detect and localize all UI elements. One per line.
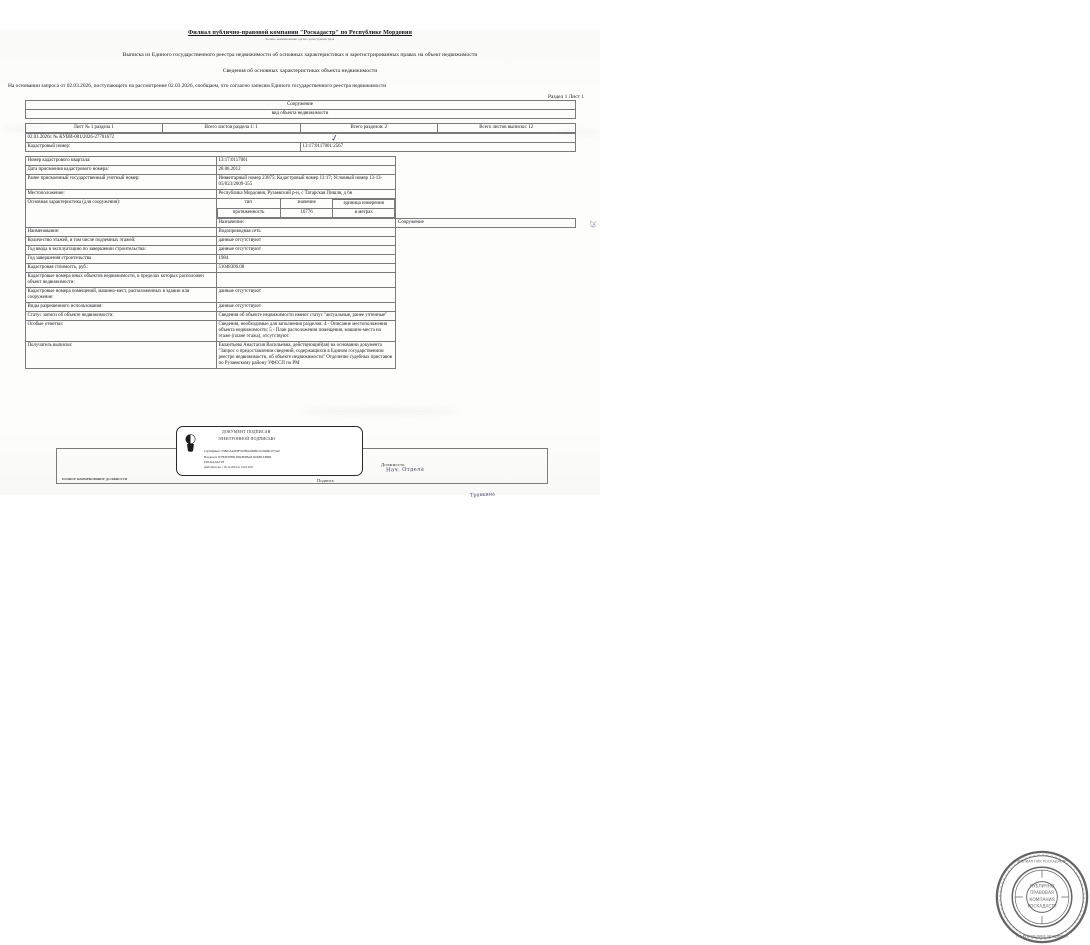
row-label: Статус записи об объекте недвижимости: [25, 311, 216, 320]
table-row [25, 109, 575, 118]
scan-smudge [556, 130, 600, 135]
table-row [25, 341, 575, 368]
object-type-table [25, 100, 576, 119]
table-row [25, 272, 575, 287]
row-label: Виды разрешенного использования: [25, 302, 216, 311]
object-type-value: Сооружение [25, 101, 575, 110]
total-sections: Всего разделов: 2 [300, 123, 438, 132]
row-value: Сведения об объекте недвижимости имеют статус "актуальные, ранее учтенные" [216, 311, 396, 320]
cadastral-number-value: 13:17:0117001:2567 [300, 142, 575, 151]
cadastral-number-label: Кадастровый номер: [25, 142, 300, 151]
row-label: Количество этажей, в том числе подземных этажей: [25, 236, 216, 245]
row-label: Ранее присвоенный государственный учетный номер: [25, 174, 216, 189]
table-row [25, 189, 575, 198]
document-header [0, 30, 600, 74]
row-value: Сведения, необходимые для заполнения разделов: 4 - Описание местоположения объекта недвижимости; 5 - План расположения помещения, машино-места на этаже (плане этажа), отсутствуют. [216, 320, 396, 341]
table-row [25, 245, 575, 254]
scan-smudge [0, 126, 46, 131]
roskadastr-logo-icon [182, 434, 199, 452]
esign-certificate: Сертификат: 03B013A0E0F910894200BD1410486C075A0 [204, 449, 280, 453]
table-row [25, 311, 575, 320]
svg-text:ПО РЕСПУБЛИКЕ МОРДОВИЯ: ПО РЕСПУБЛИКЕ МОРДОВИЯ [1016, 934, 1068, 939]
doc-number-table [25, 133, 576, 152]
total-sheets-extract: Всего листов выписки: 12 [438, 123, 576, 132]
row-value: 1984 [216, 254, 396, 263]
organization-subtitle: полное наименование органа регистрации прав [265, 37, 335, 41]
row-value: данные отсутствуют [216, 245, 396, 254]
row-label: Кадастровые номера иных объектов недвижимости, в пределах которых расположен объект недвижимости: [25, 272, 216, 287]
table-row [25, 165, 575, 174]
char-col-unit: единица измерения [333, 199, 395, 208]
esign-owner-2: РОСКАДАСТР [204, 460, 225, 464]
section-sheet-label: Раздел 1 Лист 1 [548, 94, 584, 100]
row-value: 28.06.2012 [216, 165, 396, 174]
scan-smudge [300, 408, 460, 415]
row-label: Назначение: [216, 218, 396, 227]
table-row [25, 156, 575, 165]
svg-text:ФИЛИАЛ ППК РОСКАДАСТР: ФИЛИАЛ ППК РОСКАДАСТР [1017, 859, 1067, 864]
row-value: Евлантьева Анастасия Васильевна, действующий(ая) на основании документа "Запрос о предоставлении сведений, содержащихся в Едином государственном реестре недвижимости, об объекте недвижимости" Отделение судебных приставов по Рузаевскому району УФССП по РМ [216, 341, 396, 368]
sheet-of-section: Лист № 1 раздела 1 [25, 123, 163, 132]
sheet-counts-table [25, 123, 576, 133]
svg-text:ПУБЛИЧНО: ПУБЛИЧНО [1029, 883, 1055, 889]
row-value: Водопроводная сеть [216, 227, 396, 236]
table-row [25, 227, 575, 236]
handwritten-position: Нач. Отдела [385, 466, 425, 474]
doc-number-value: 02.03.2026г. № КУВИ-001/2026-27701672 [25, 133, 575, 142]
char-row-value: 16776 [280, 208, 333, 217]
object-type-caption: вид объекта недвижимости [25, 109, 575, 118]
dolzhnost-label: Должность [381, 462, 405, 467]
request-basis-text: На основании запроса от 02.03.2026, поступающего на рассмотрение 02.03.2026, сообщаем, что согласно записям Единого государственного реестра недвижимости [8, 83, 387, 89]
svg-text:КОМПАНИЯ: КОМПАНИЯ [1029, 896, 1055, 902]
corner-page-note: 29 [588, 220, 597, 228]
table-row [25, 263, 575, 272]
char-col-value: значение [280, 199, 333, 208]
row-label: Дата присвоения кадастрового номера: [25, 165, 216, 174]
row-value: 13:17:0117001 [216, 156, 396, 165]
table-row [25, 133, 575, 142]
row-label: Особые отметки: [25, 320, 216, 341]
row-value: Инвентарный номер 23875; Кадастровый номер 13:17; Условный номер 13-13-05/023/2009-355 [216, 174, 396, 189]
handwritten-name: Травкина [469, 491, 496, 499]
row-label: Год ввода в эксплуатацию по завершении строительства: [25, 245, 216, 254]
table-row [25, 174, 575, 189]
row-label: Кадастровые номера помещений, машино-мест, расположенных в здании или сооружение: [25, 287, 216, 302]
row-label: Год завершения строительства [25, 254, 216, 263]
esign-title-1: ДОКУМЕНТ ПОДПИСАН [222, 430, 271, 434]
char-col-type: тип [217, 199, 280, 208]
section-title: Сведения об основных характеристиках объекта недвижимости [222, 68, 378, 74]
esign-validity: Действителен: с 26.12.2024 по 19.03.2027 [204, 465, 254, 469]
table-row [25, 302, 575, 311]
row-value: 51048306.08 [216, 263, 396, 272]
extract-title: Выписка из Единого государственного реестра недвижимости об основных характеристиках и зарегистрированных правах на объект недвижимости [122, 52, 478, 58]
row-value: Сооружение [396, 218, 576, 227]
table-row [25, 123, 575, 132]
char-row-type: протяженность [217, 208, 280, 217]
handwritten-checkmark: ✓ [330, 133, 340, 145]
electronic-signature-stamp [176, 426, 363, 476]
row-value: данные отсутствуют [216, 236, 396, 245]
main-characteristics-table [25, 156, 576, 369]
document-page [0, 30, 1068, 939]
row-label: Получатель выписки: [25, 341, 216, 368]
esign-owner: Владелец: ПУБЛИЧНО-ПРАВОВАЯ КОМПАНИЯ [204, 454, 272, 459]
svg-text:ПРАВОВАЯ: ПРАВОВАЯ [1030, 890, 1054, 896]
row-label: Наименование: [25, 227, 216, 236]
organization-title: Филиал публично-правовой компании "Роскадастр" по Республике Мордовия [187, 30, 413, 36]
table-row-characteristic [25, 198, 575, 218]
table-row [25, 287, 575, 302]
row-label: Местоположение: [25, 189, 216, 198]
row-value: Республика Мордовия, Рузаевский р-н, с Татарская Пишля, д 6н [216, 189, 396, 198]
row-value: данные отсутствуют [216, 287, 396, 302]
svg-text:РОСКАДАСТР: РОСКАДАСТР [1027, 903, 1057, 909]
table-row [25, 142, 575, 151]
characteristic-label: Основная характеристика (для сооружения): [25, 198, 216, 227]
row-value: данные отсутствуют [216, 302, 396, 311]
table-row [25, 236, 575, 245]
row-label: Номер кадастрового квартала: [25, 156, 216, 165]
total-sheets-section: Всего листов раздела 1: 1 [163, 123, 301, 132]
row-value [216, 272, 396, 287]
podpis-label: Подпись [317, 478, 334, 483]
table-row [217, 208, 395, 217]
esign-title-2: ЭЛЕКТРОННОЙ ПОДПИСЬЮ [218, 436, 276, 441]
row-label: Кадастровая стоимость, руб.: [25, 263, 216, 272]
position-caption: полное наименование должности [62, 476, 128, 481]
table-row [25, 320, 575, 341]
table-row [25, 101, 575, 110]
char-row-unit: в метрах [333, 208, 395, 217]
table-row [25, 254, 575, 263]
round-seal-icon [994, 849, 1090, 945]
table-row [217, 199, 395, 208]
